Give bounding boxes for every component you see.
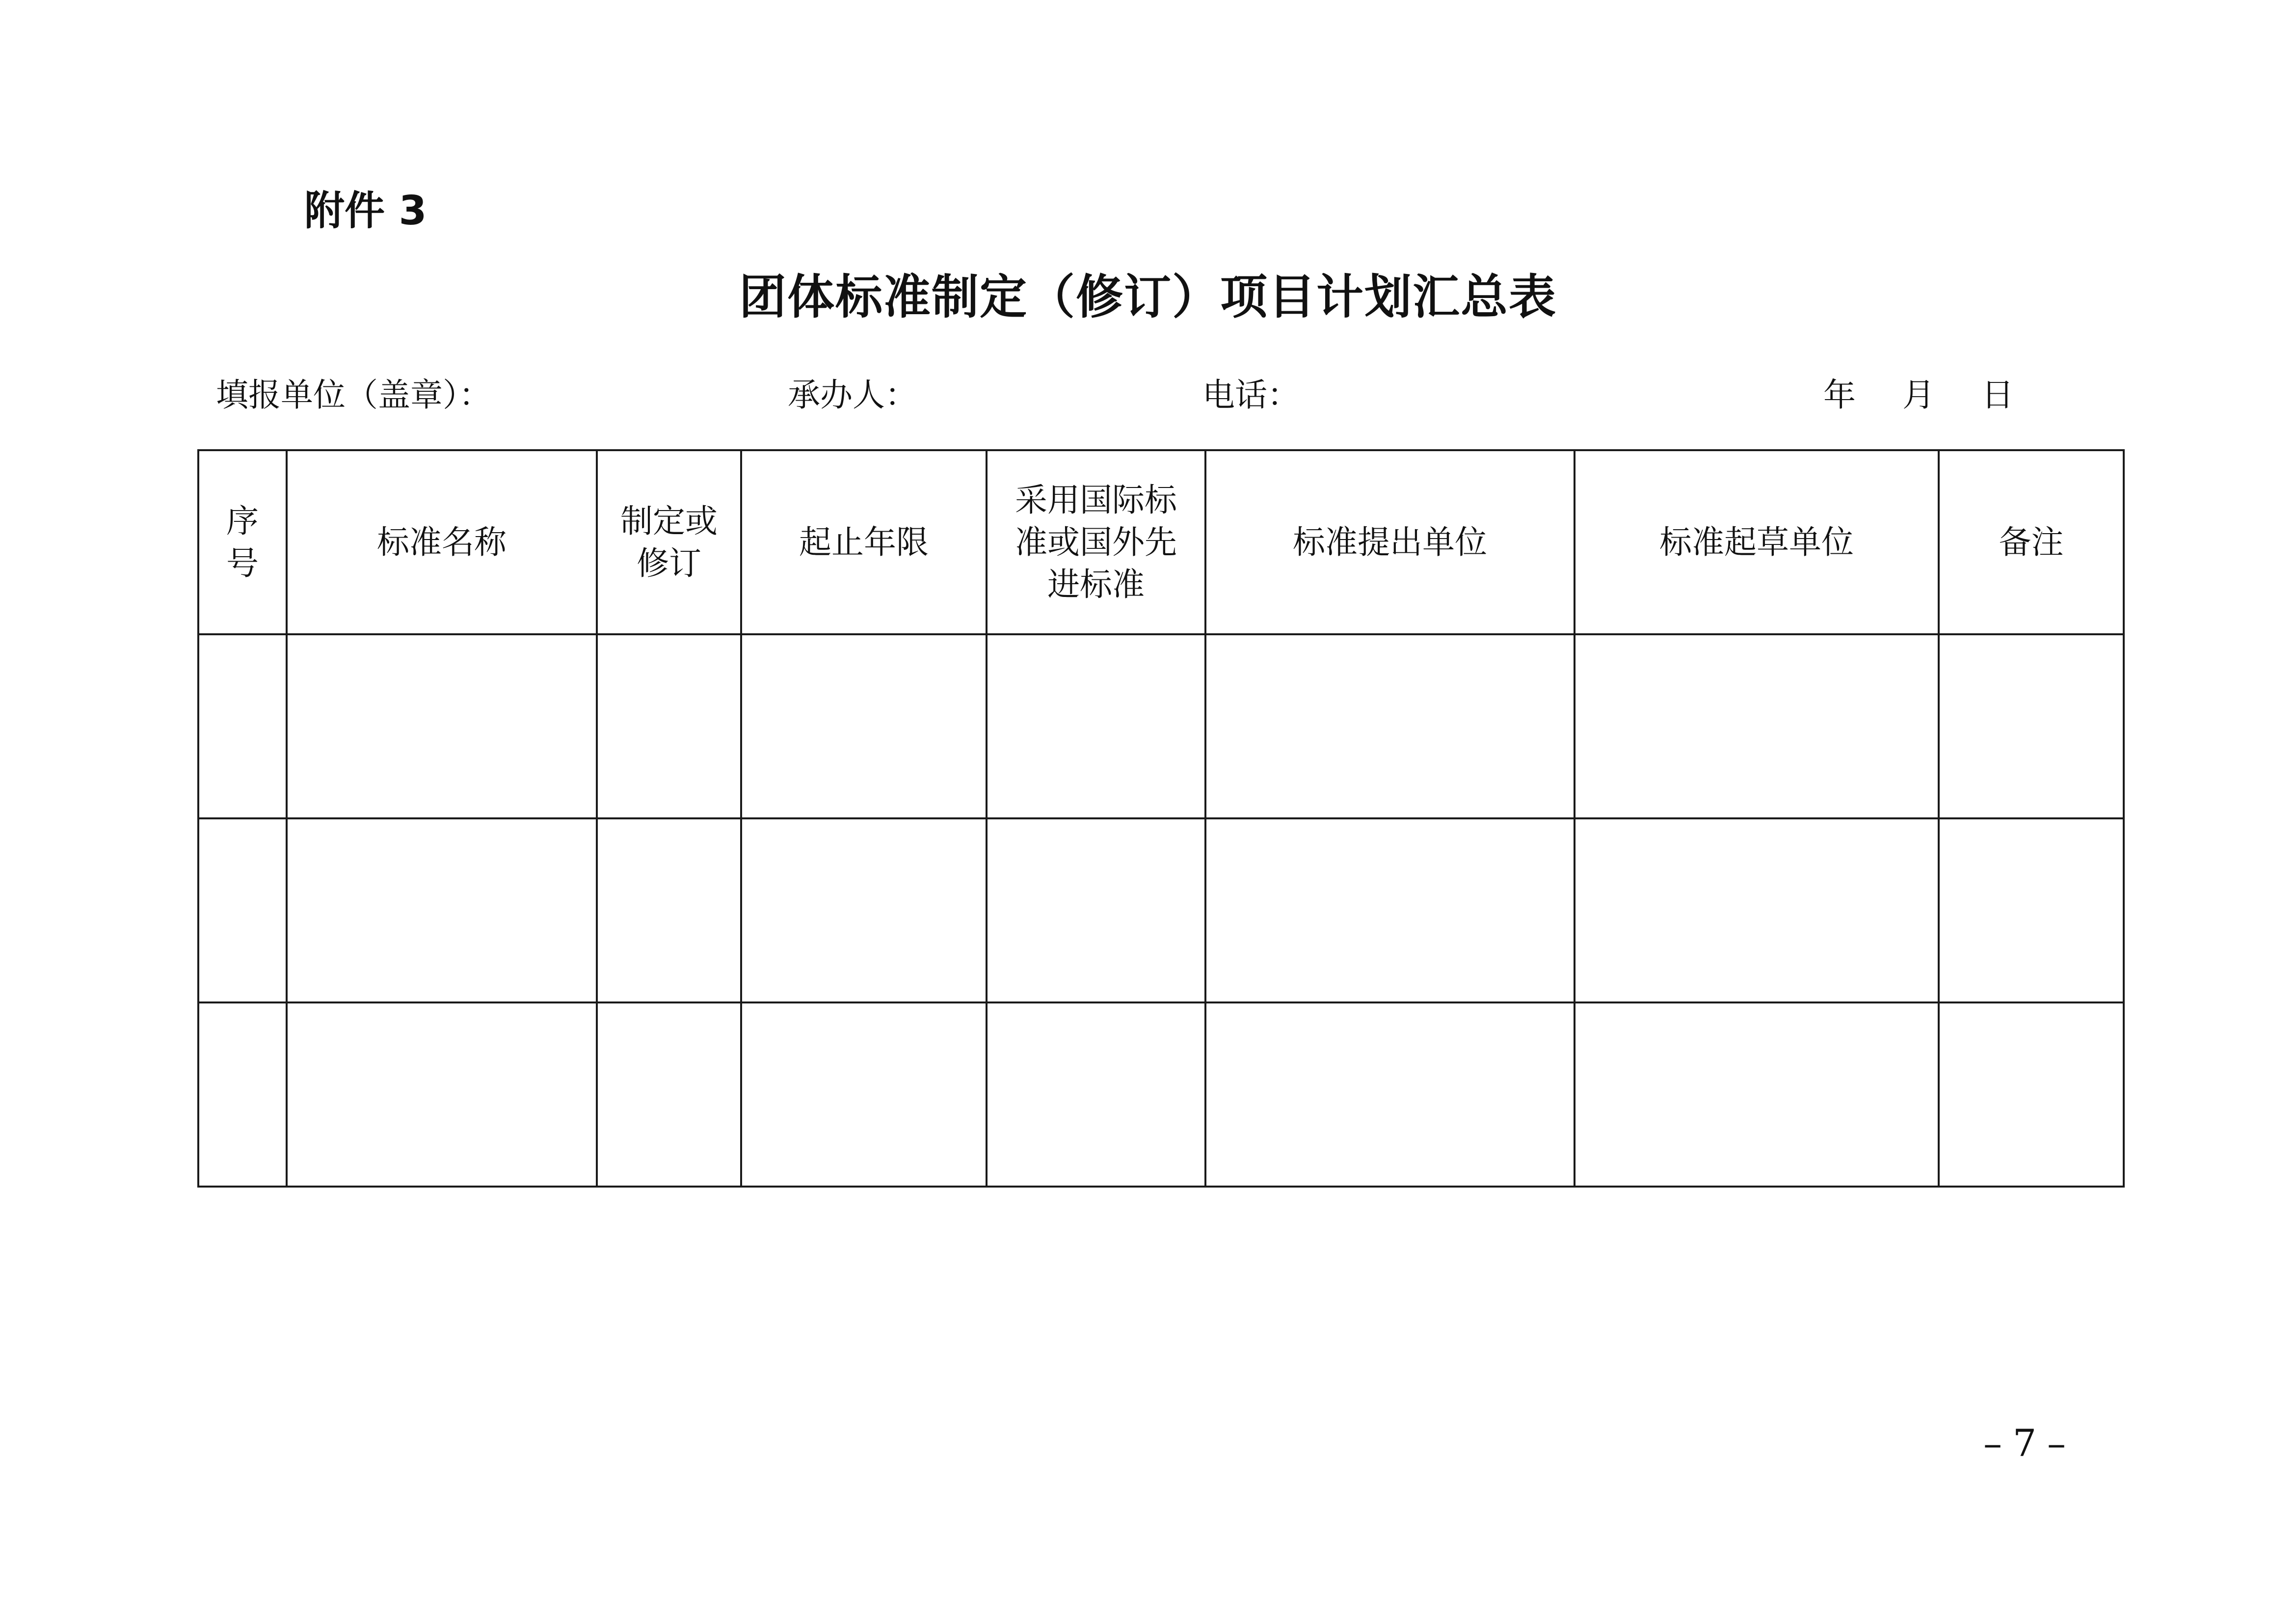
table-cell[interactable]: [597, 634, 741, 818]
header-formulate-or-revise: 制定或 修订: [597, 450, 741, 634]
table-cell[interactable]: [1939, 818, 2124, 1002]
table-row: [198, 634, 2124, 818]
table-cell[interactable]: [987, 634, 1205, 818]
header-adopted-international-standard: 采用国际标 准或国外先 进标准: [987, 450, 1205, 634]
header-standard-name: 标准名称: [287, 450, 597, 634]
header-serial-number: 序 号: [198, 450, 287, 634]
table-cell[interactable]: [287, 1002, 597, 1187]
table-cell[interactable]: [741, 634, 987, 818]
date-fields: [1823, 373, 2014, 417]
header-drafting-unit: 标准起草单位: [1575, 450, 1939, 634]
date-month-label: 月: [1902, 376, 1935, 414]
table-cell[interactable]: [1205, 1002, 1575, 1187]
table-cell[interactable]: [741, 818, 987, 1002]
table-cell[interactable]: [987, 1002, 1205, 1187]
table-row: [198, 818, 2124, 1002]
table-cell[interactable]: [198, 1002, 287, 1187]
page-number-value: 7: [2012, 1421, 2037, 1465]
attachment-label: 附件 3: [304, 188, 427, 234]
table-cell[interactable]: [987, 818, 1205, 1002]
date-day-label: 日: [1981, 376, 2014, 414]
page-number-right-dash: –: [2047, 1421, 2066, 1465]
table-cell[interactable]: [287, 634, 597, 818]
handler-label: 承办人：: [788, 376, 917, 414]
table-cell[interactable]: [597, 1002, 741, 1187]
table-cell[interactable]: [1205, 634, 1575, 818]
table-cell[interactable]: [1939, 634, 2124, 818]
table-cell[interactable]: [1575, 818, 1939, 1002]
table-cell[interactable]: [198, 818, 287, 1002]
table-cell[interactable]: [1575, 1002, 1939, 1187]
header-proposing-unit: 标准提出单位: [1205, 450, 1575, 634]
header-start-end-years: 起止年限: [741, 450, 987, 634]
table-cell[interactable]: [198, 634, 287, 818]
table-cell[interactable]: [1205, 818, 1575, 1002]
reporting-unit-label: 填报单位（盖章）：: [216, 376, 491, 414]
table-row: [198, 1002, 2124, 1187]
table-cell[interactable]: [741, 1002, 987, 1187]
table-cell[interactable]: [1939, 1002, 2124, 1187]
table-cell[interactable]: [597, 818, 741, 1002]
table-cell[interactable]: [287, 818, 597, 1002]
table-cell[interactable]: [1575, 634, 1939, 818]
page-number: [1978, 1419, 2071, 1468]
table-header-row: [198, 450, 2124, 634]
form-title: 团体标准制定（修订）项目计划汇总表: [739, 270, 1557, 325]
page-number-left-dash: –: [1983, 1421, 2002, 1465]
date-year-label: 年: [1823, 376, 1856, 414]
phone-label: 电话：: [1202, 376, 1300, 414]
plan-summary-table: [197, 449, 2125, 1188]
header-remarks: 备注: [1939, 450, 2124, 634]
